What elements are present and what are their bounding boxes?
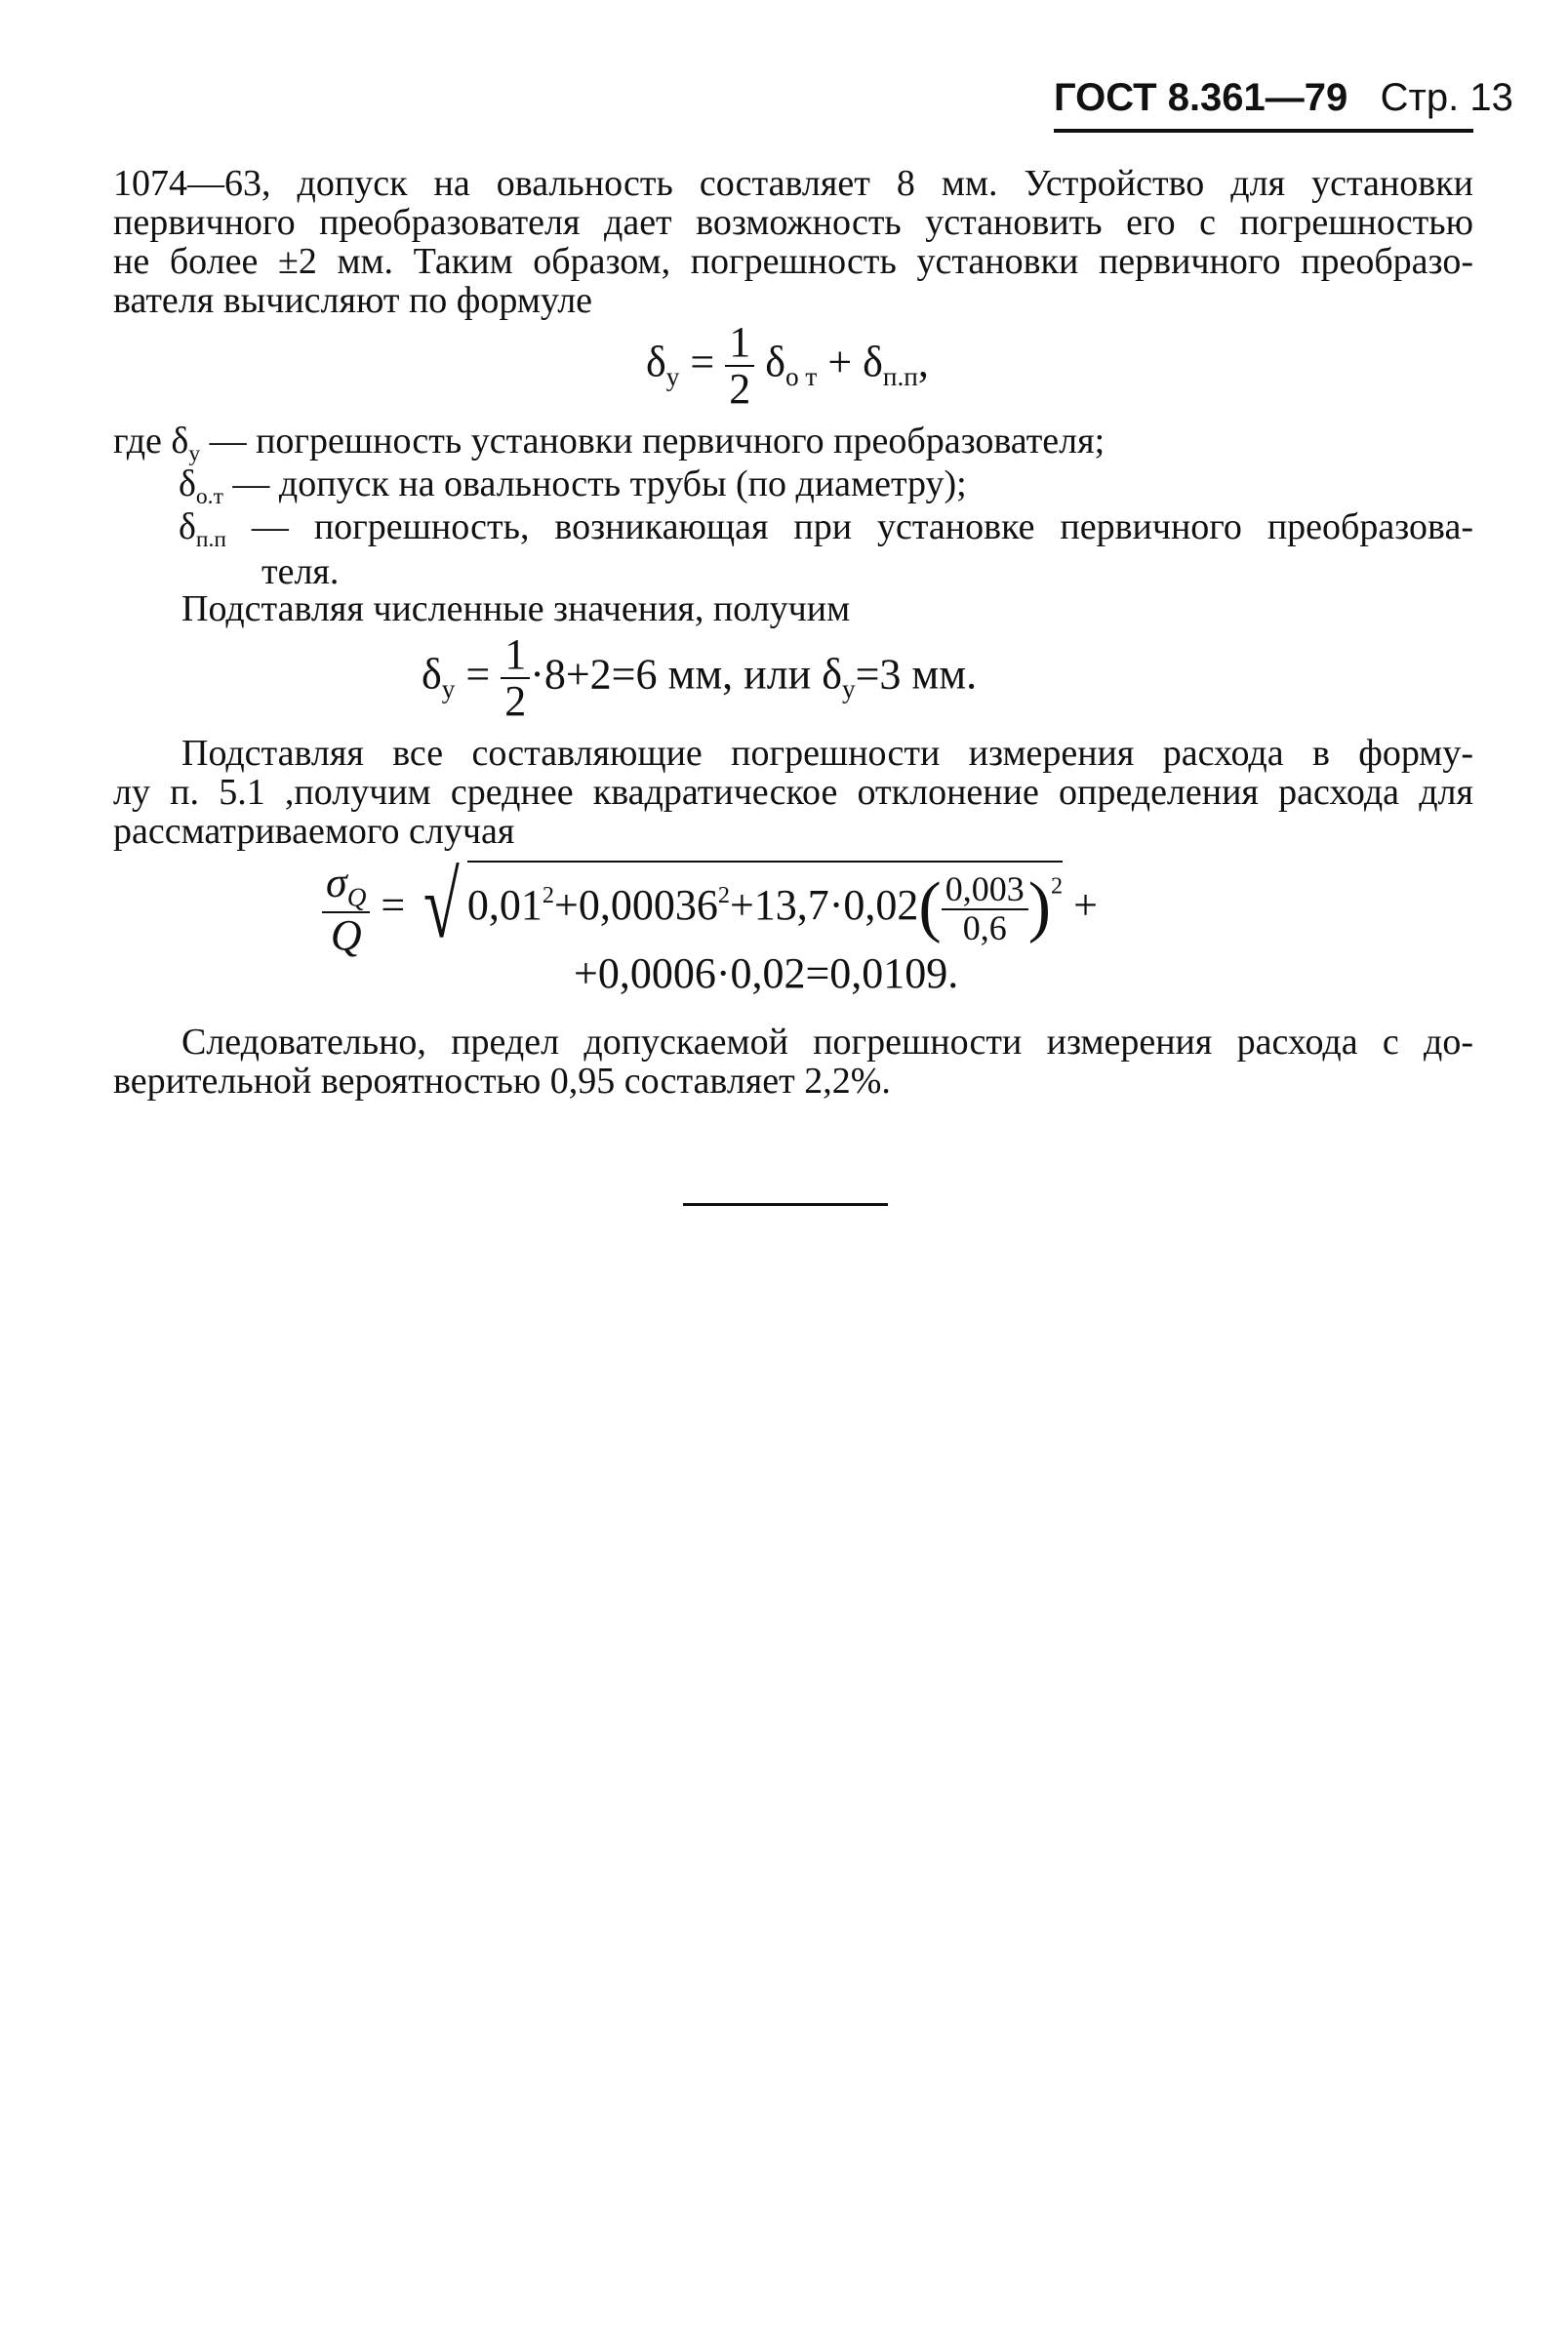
- fraction-denominator: 2: [504, 677, 527, 726]
- symbol-delta: δ: [863, 338, 883, 386]
- definition-text: — погрешность, возникающая при установке первичного преобразова-: [251, 506, 1474, 547]
- where-intro: где: [113, 421, 162, 462]
- formula-term: +13,7·0,02: [729, 881, 919, 929]
- definition-line: [179, 507, 1473, 559]
- text-line: верительной вероятностью 0,95 составляет 2,2%.: [113, 1061, 891, 1102]
- subscript: у: [665, 361, 680, 391]
- right-paren: ): [1027, 869, 1052, 944]
- comma: ,: [917, 338, 929, 386]
- formula-3-continuation: [574, 948, 958, 998]
- superscript: 2: [1051, 872, 1064, 900]
- text-line: первичного преобразователя дает возможность установить его с погрешностью: [113, 202, 1473, 243]
- header-rule: [1054, 129, 1473, 133]
- fraction-numerator: 0,003: [942, 871, 1028, 910]
- equals-sign: =: [690, 338, 715, 386]
- superscript: 2: [542, 882, 555, 909]
- subscript: у: [841, 673, 856, 703]
- paragraph-4: [113, 1023, 1473, 1101]
- superscript: 2: [717, 882, 730, 909]
- text-line: Следовательно, предел допускаемой погрешности измерения расхода с до-: [181, 1022, 1473, 1063]
- page-header: [1054, 76, 1513, 120]
- subscript: у: [441, 673, 456, 703]
- fraction-numerator: [322, 858, 370, 913]
- fraction-denominator: 0,6: [962, 907, 1007, 947]
- sigma-symbol: σ: [326, 858, 347, 906]
- radicand: [467, 861, 1063, 947]
- lhs-fraction: [322, 858, 370, 959]
- definition-row-3: [179, 507, 1473, 559]
- formula-1: [646, 320, 929, 412]
- formula-text: +0,0006·0,02=0,0109.: [574, 949, 959, 997]
- equals-sign: =: [465, 650, 491, 699]
- text-line: Подставляя численные значения, получим: [181, 588, 851, 629]
- definition-continuation: [261, 552, 339, 591]
- symbol-delta: δ: [179, 463, 196, 504]
- paragraph-1: [113, 164, 1473, 320]
- subscript: о т: [784, 361, 818, 391]
- text-line: 1074—63, допуск на овальность составляет 8 мм. Устройство для установки: [113, 163, 1473, 204]
- definition-text: — погрешность установки первичного преобразователя;: [209, 421, 1106, 462]
- subscript: Q: [346, 882, 367, 912]
- symbol-delta: δ: [765, 338, 785, 386]
- subscript: о.т: [195, 484, 223, 510]
- text-line: вателя вычисляют по формуле: [113, 280, 593, 321]
- subscript: п.п: [195, 527, 226, 553]
- formula-term: +0,00036: [554, 881, 718, 929]
- fraction-denominator: Q: [330, 910, 362, 959]
- definition-text: — допуск на овальность трубы (по диаметру);: [232, 463, 967, 504]
- fraction-numerator: 1: [501, 632, 530, 679]
- formula-text: =3 мм.: [855, 650, 978, 699]
- formula-2: [422, 632, 977, 724]
- left-paren: (: [918, 869, 942, 944]
- symbol-delta: δ: [179, 506, 196, 547]
- equals-sign: =: [381, 881, 406, 929]
- symbol-delta: δ: [822, 650, 842, 699]
- formula-3: [322, 853, 1098, 959]
- page-number: Стр. 13: [1380, 76, 1513, 119]
- symbol-delta: δ: [646, 338, 666, 386]
- formula-term: 0,01: [466, 881, 543, 929]
- fraction: [725, 320, 754, 412]
- text-line: рассматриваемого случая: [113, 811, 515, 852]
- definition-text: теля.: [261, 551, 340, 592]
- symbol-delta: δ: [171, 421, 189, 462]
- text-line: не более ±2 мм. Таким образом, погрешность установки первичного преобразо-: [113, 241, 1473, 282]
- plus-sign: +: [1073, 881, 1098, 929]
- inner-fraction: [942, 871, 1028, 947]
- symbol-delta: δ: [422, 650, 442, 699]
- plus-sign: +: [827, 338, 853, 386]
- text-line: Подставляя все составляющие погрешности измерения расхода в форму-: [181, 733, 1473, 774]
- subscript: у: [188, 441, 201, 467]
- sqrt-icon: √: [423, 853, 461, 957]
- subscript: п.п: [882, 361, 918, 391]
- formula-text: ·8+2=6 мм, или: [530, 650, 812, 699]
- standard-code: ГОСТ 8.361—79: [1054, 76, 1348, 119]
- fraction-denominator: 2: [729, 365, 751, 414]
- text-line: лу п. 5.1 ,получим среднее квадратическое отклонение определения расхода для: [113, 772, 1473, 813]
- fraction-numerator: 1: [725, 320, 754, 367]
- fraction: [501, 632, 530, 724]
- paragraph-2: [181, 589, 850, 628]
- end-rule: [683, 1203, 888, 1206]
- paragraph-3: [113, 734, 1473, 851]
